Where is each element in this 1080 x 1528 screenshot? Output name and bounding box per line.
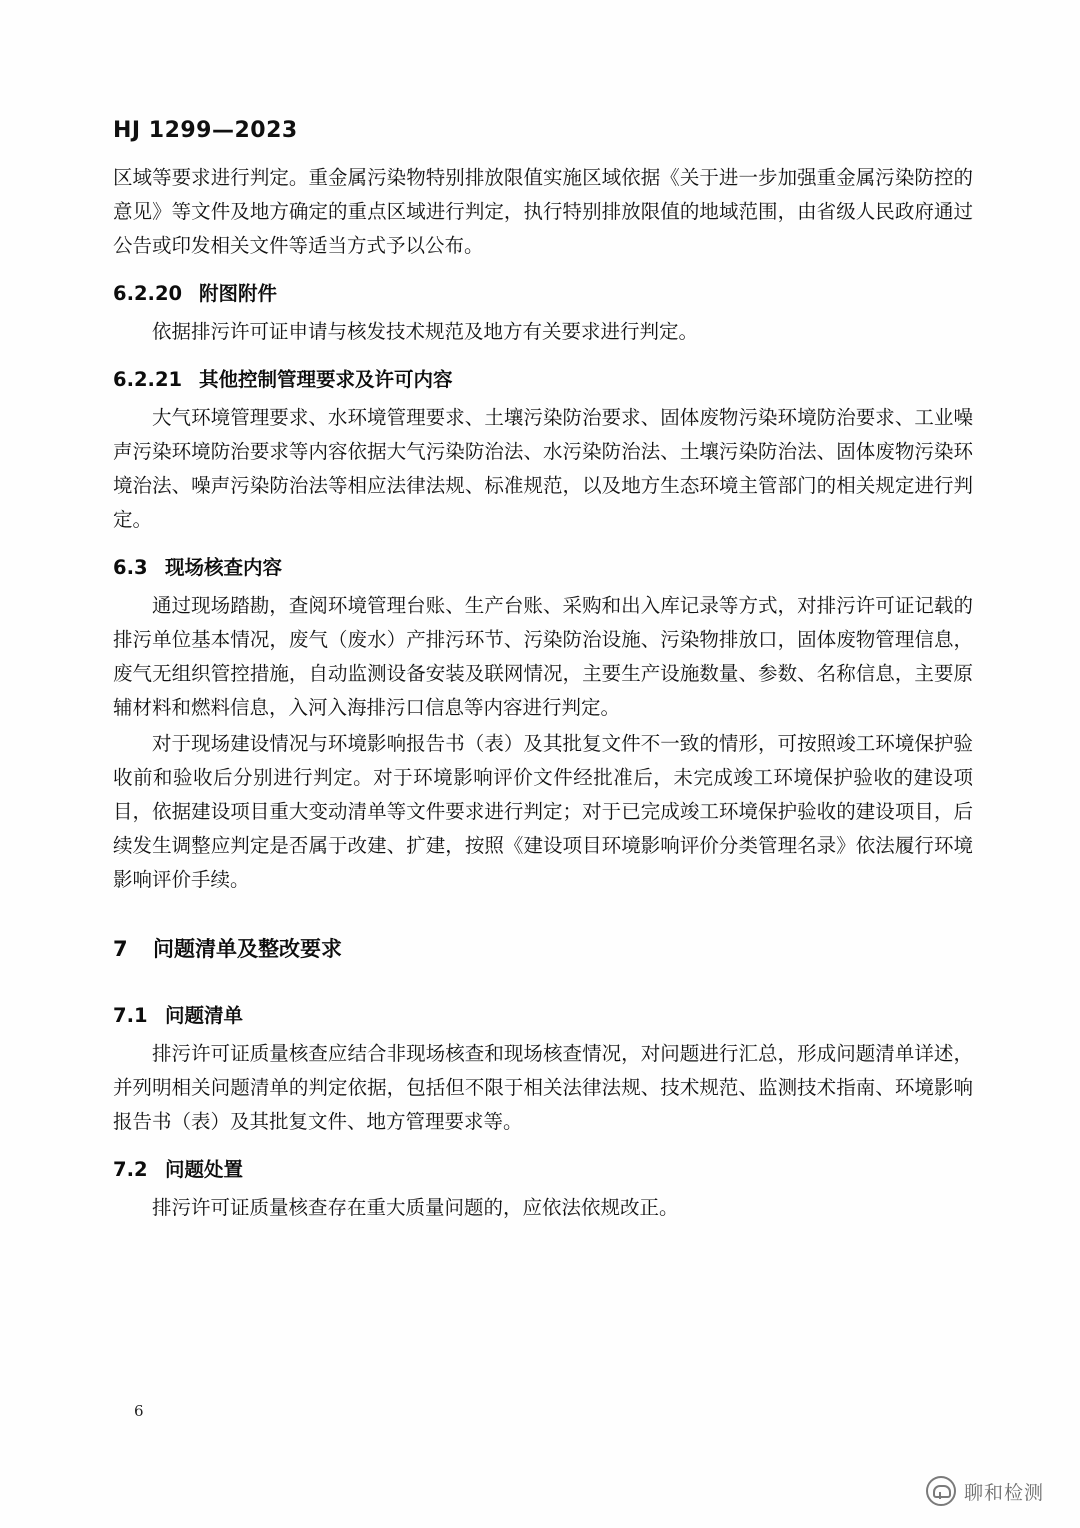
heading-chapter-7 bbox=[113, 931, 973, 967]
heading-6-3-number: 6.3 bbox=[113, 556, 148, 579]
paragraph-6-3-1: 通过现场踏勘，查阅环境管理台账、生产台账、采购和出入库记录等方式，对排污许可证记载的排污单位基本情况，废气（废水）产排污环节、污染防治设施、污染物排放口，固体废物管理信息，废气无组织管控措施，自动监测设备安装及联网情况，主要生产设施数量、参数、名称信息，主要原辅材料和燃料信息，入河入海排污口信息等内容进行判定。 bbox=[113, 594, 973, 719]
heading-6-2-21 bbox=[113, 363, 973, 397]
page-number: 6 bbox=[134, 1402, 144, 1420]
watermark bbox=[926, 1476, 1044, 1506]
heading-6-2-21-number: 6.2.21 bbox=[113, 368, 183, 391]
paragraph-6-2-20: 依据排污许可证申请与核发技术规范及地方有关要求进行判定。 bbox=[152, 320, 699, 343]
page-content bbox=[113, 118, 973, 1227]
paragraph-top-continued: 区域等要求进行判定。重金属污染物特别排放限值实施区域依据《关于进一步加强重金属污染防控的意见》等文件及地方确定的重点区域进行判定，执行特别排放限值的地域范围，由省级人民政府通过公告或印发相关文件等适当方式予以公布。 bbox=[113, 166, 973, 257]
heading-6-2-21-title: 其他控制管理要求及许可内容 bbox=[199, 368, 453, 391]
paragraph-7-2: 排污许可证质量核查存在重大质量问题的，应依法依规改正。 bbox=[152, 1196, 679, 1219]
heading-7-2-title: 问题处置 bbox=[165, 1158, 244, 1181]
watermark-label: 聊和检测 bbox=[963, 1481, 1044, 1504]
heading-6-3-title: 现场核查内容 bbox=[165, 556, 283, 579]
spacer bbox=[113, 977, 973, 985]
paragraph-6-3-2: 对于现场建设情况与环境影响报告书（表）及其批复文件不一致的情形，可按照竣工环境保护验收前和验收后分别进行判定。对于环境影响评价文件经批准后，未完成竣工环境保护验收的建设项目，依据建设项目重大变动清单等文件要求进行判定；对于已完成竣工环境保护验收的建设项目，后续发生调整应判定是否属于改建、扩建，按照《建设项目环境影响评价分类管理名录》依法履行环境影响评价手续。 bbox=[113, 732, 973, 891]
heading-7-2-number: 7.2 bbox=[113, 1158, 148, 1181]
heading-7-2 bbox=[113, 1153, 973, 1187]
heading-6-2-20-title: 附图附件 bbox=[199, 282, 278, 305]
heading-7-1-number: 7.1 bbox=[113, 1004, 148, 1027]
wechat-account-icon bbox=[926, 1476, 956, 1506]
heading-chapter-7-number: 7 bbox=[113, 937, 128, 961]
heading-6-3 bbox=[113, 551, 973, 585]
heading-chapter-7-title: 问题清单及整改要求 bbox=[153, 937, 342, 961]
heading-7-1-title: 问题清单 bbox=[165, 1004, 244, 1027]
heading-6-2-20 bbox=[113, 277, 973, 311]
heading-7-1 bbox=[113, 999, 973, 1033]
document-header-standard-number: HJ 1299—2023 bbox=[113, 118, 298, 143]
paragraph-6-2-21: 大气环境管理要求、水环境管理要求、土壤污染防治要求、固体废物污染环境防治要求、工业噪声污染环境防治要求等内容依据大气污染防治法、水污染防治法、土壤污染防治法、固体废物污染环境治法、噪声污染防治法等相应法律法规、标准规范，以及地方生态环境主管部门的相关规定进行判定。 bbox=[113, 406, 973, 531]
heading-6-2-20-number: 6.2.20 bbox=[113, 282, 183, 305]
paragraph-7-1: 排污许可证质量核查应结合非现场核查和现场核查情况，对问题进行汇总，形成问题清单详述，并列明相关问题清单的判定依据，包括但不限于相关法律法规、技术规范、监测技术指南、环境影响报告书（表）及其批复文件、地方管理要求等。 bbox=[113, 1042, 973, 1133]
